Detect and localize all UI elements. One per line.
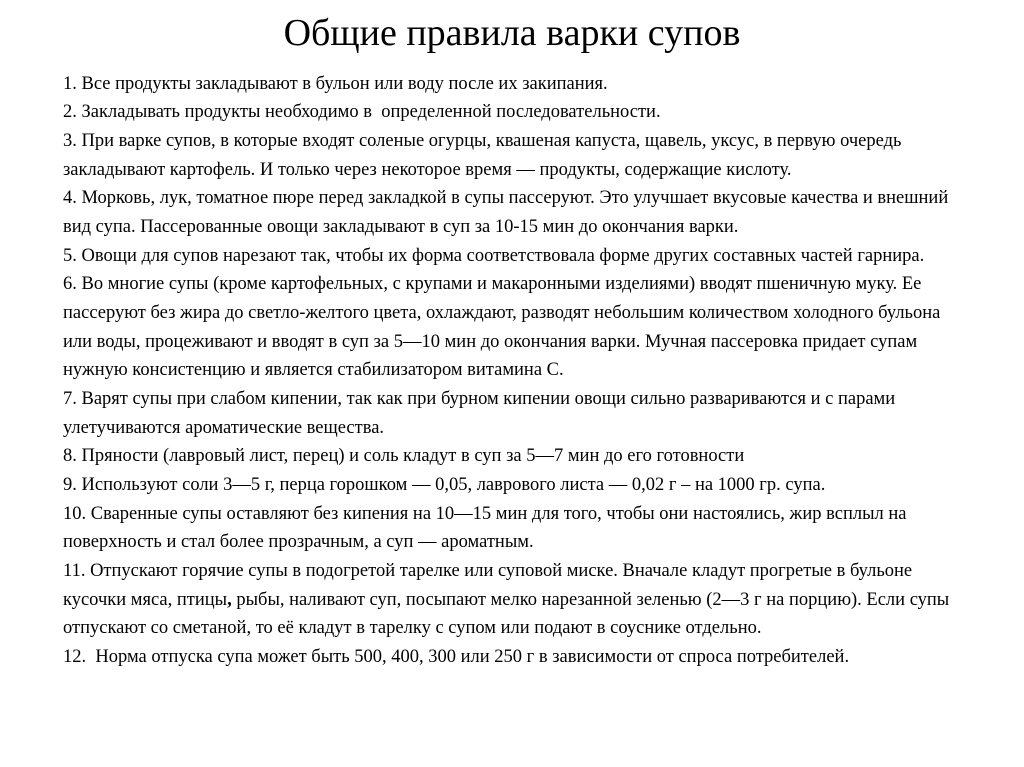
rule-item-4: 4. Морковь, лук, томатное пюре перед закладкой в супы пассеруют. Это улучшает вкусовые качества и внешний вид супа. Пассерованные овощи закладывают в суп за 10-15 мин до окончания варки. xyxy=(63,188,953,237)
rule-item-11-text-end: рыбы, наливают суп, посыпают мелко нарезанной зеленью (2—3 г на порцию). Если супы отпускают со сметаной, то её кладут в тарелку с супом или подают в соуснике отдельно. xyxy=(63,589,954,639)
rule-item-12: 12. Норма отпуска супа может быть 500, 400, 300 или 250 г в зависимости от спроса потребителей. xyxy=(63,646,850,667)
rule-item-3: 3. При варке супов, в которые входят соленые огурцы, квашеная капуста, щавель, уксус, в первую очередь закладывают картофель. И только через некоторое время — продукты, содержащие кислоту. xyxy=(63,131,907,180)
rule-item-8: 8. Пряности (лавровый лист, перец) и соль кладут в суп за 5—7 мин до его готовности xyxy=(63,446,745,467)
rule-item-11-text-start: 11. Отпускают горячие супы в подогретой тарелке или суповой миске. Вначале кладут прогретые в бульоне кусочки мяса, птицы xyxy=(63,560,917,610)
rule-item-9: 9. Используют соли 3—5 г, перца горошком — 0,05, лаврового листа — 0,02 г – на 1000 гр. супа. xyxy=(63,474,826,495)
rule-item-11-bold-comma: , xyxy=(227,589,232,610)
rule-item-1: 1. Все продукты закладывают в бульон или воду после их закипания. xyxy=(63,73,608,94)
rule-item-5: 5. Овощи для супов нарезают так, чтобы их форма соответствовала форме других составных частей гарнира. xyxy=(63,245,925,266)
rule-item-7: 7. Варят супы при слабом кипении, так как при бурном кипении овощи сильно развариваются и с парами улетучиваются ароматические вещества. xyxy=(63,388,900,438)
rule-item-2: 2. Закладывать продукты необходимо в определенной последовательности. xyxy=(63,102,661,123)
rule-item-6: 6. Во многие супы (кроме картофельных, с крупами и макаронными изделиями) вводят пшеничную муку. Ее пассеруют без жира до светло-желтого цвета, охлаждают, разводят небольшим количеством холодного бульона или воды, процеживают и вводят в суп за 5—10 мин до окончания варки. Мучная пассеровка придает супам нужную консистенцию и является стабилизатором витамина С. xyxy=(63,274,945,381)
rules-list xyxy=(0,56,1024,672)
rule-item-11 xyxy=(63,557,968,643)
page-title: Общие правила варки супов xyxy=(283,12,741,54)
rule-item-10: 10. Сваренные супы оставляют без кипения на 10—15 мин для того, чтобы они настоялись, жир всплыл на поверхность и стал более прозрачным, а суп — ароматным. xyxy=(63,503,912,553)
